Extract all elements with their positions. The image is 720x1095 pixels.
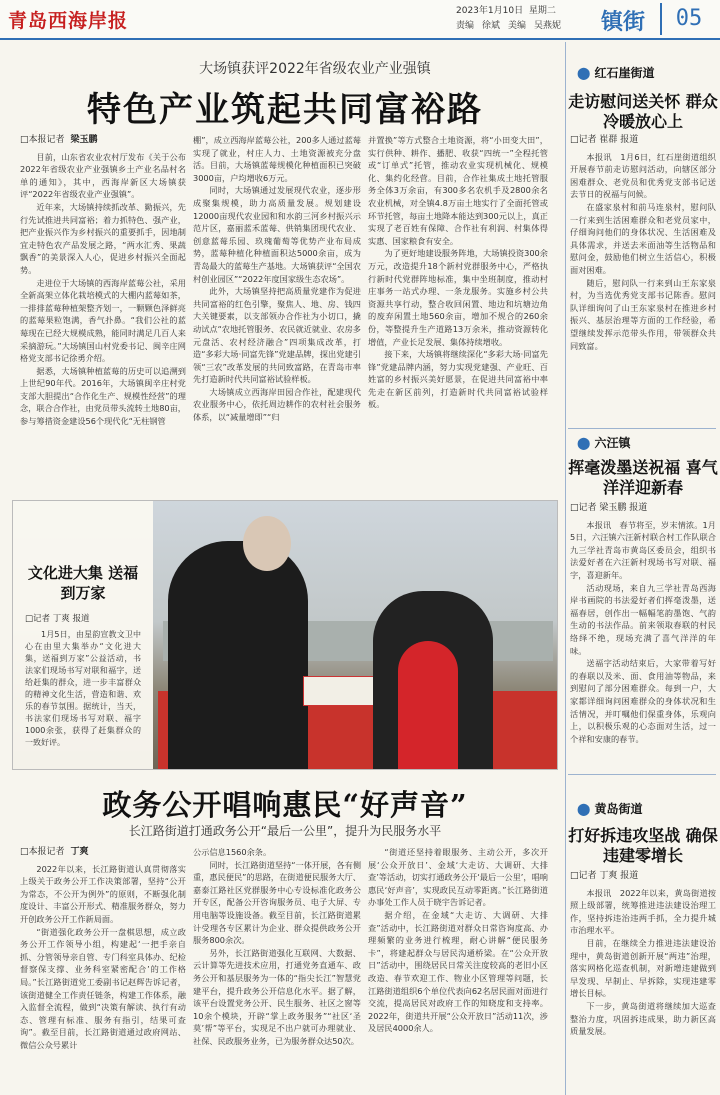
paragraph: 活动现场，来自九三学社青岛西海岸书画院的书法爱好者们挥毫泼墨，送福春居，创作出一幅幅笔韵墨饱、气韵生动的书法作品。前来领取春联的村民络绎不绝，现场充满了喜气洋洋的年味。 bbox=[570, 582, 716, 656]
byline-label: □本报记者 bbox=[20, 135, 65, 145]
calligrapher-figure bbox=[168, 541, 308, 770]
reporter-name: 梁玉鹏 bbox=[599, 503, 627, 513]
byline bbox=[25, 613, 141, 625]
newspaper-logo: 青岛西海岸报 bbox=[8, 10, 129, 32]
paragraph: 本报讯 2022年以来，黄岛街道按照上级部署，统筹推进违法建设治理工作，坚持拆违治违两手抓，全力提升城市治理水平。 bbox=[570, 887, 716, 936]
byline-label: □记者 bbox=[25, 614, 51, 624]
location-pin-icon: ⬤ bbox=[577, 802, 591, 816]
date: 2023年1月10日 bbox=[456, 6, 524, 16]
role-designer: 美编 bbox=[508, 21, 527, 31]
paragraph: 2022年以来，长江路街道认真贯彻落实上级关于政务公开工作决策部署，坚持“公开为常态，不公开为例外”的原则，不断强化制度设计、丰富公开形式、精准服务群众，努力开创政务公开工作新局面。 bbox=[20, 863, 186, 924]
designer-name: 吴燕妮 bbox=[534, 21, 562, 31]
location-pin-icon: ⬤ bbox=[577, 66, 591, 80]
paragraph: 目前，山东省农业农村厅发布《关于公布2022年省级农业产业强镇乡土产业名品村名单的通知》，其中，西海岸新区大场镇获评“2022年省级农业产业强镇”。 bbox=[20, 151, 186, 200]
paragraph: 走进位于大场镇的西海岸蓝莓公社，采用全新高架立体化栽培模式的大棚内蓝莓如茶，一排排蓝莓种植架整齐划一，一颗颗色泽鲜亮的蓝莓果粒饱满，香气扑鼻。“我们公社的蓝莓现在已经大规模成熟，能同时满足几百人来采摘游玩。”大场镇国山村党委书记、闽辛庄网格党支部书记徐勇介绍。 bbox=[20, 277, 186, 364]
paragraph: 近年来，大场镇持续抓改革、勤振兴，先行先试推进共同富裕；着力抓特色、强产业，把产业振兴作为乡村振兴的重要抓手，因地制宜走特色农产品发展之路，“两水汇秀、果蔬飘香”的美景深入人心，促进乡村振兴全面起势。 bbox=[20, 201, 186, 275]
lead-column-1 bbox=[20, 134, 186, 490]
photo-caption-panel bbox=[13, 501, 153, 770]
sidebar-story-3 bbox=[570, 870, 716, 1095]
page-number: 05 bbox=[660, 3, 716, 35]
sidebar-headline: 走访慰问送关怀 群众冷暖放心上 bbox=[568, 92, 718, 131]
paragraph: 本报讯 春节将至，岁末情浓。1月5日，六汪镇六汪新村联合村工作队联合九三学社青岛市黄岛区委员会，组织书法爱好者在六汪新村现场书写对联、福字，喜迎新年。 bbox=[570, 519, 716, 580]
paragraph: 随后，慰问队一行来到山王东家泉村，为当选优秀党支部书记陈香。慰问队详细询问了山王东家泉村在推进乡村振兴、基层治理等方面的工作经验，希望继续发挥示范带头作用，带领群众共同致富。 bbox=[570, 277, 716, 351]
divider bbox=[568, 774, 716, 775]
issue-meta bbox=[456, 4, 561, 34]
location-label bbox=[577, 64, 654, 81]
location-label bbox=[577, 434, 630, 451]
lead-column-3 bbox=[368, 134, 548, 490]
paragraph: 1月5日，由星韵宣教文卫中心在由里大集举办“文化进大集，送福到万家”公益活动，书法家们现场书写对联和福字，送给赶集的群众，进一步丰富群众的精神文化生活，营造和谐、欢乐的春节氛围。据统计，当天，书法家们现场书写对联、福字1000余张，获得了赶集群众的一致好评。 bbox=[25, 630, 141, 747]
story2-column-2 bbox=[193, 846, 361, 1095]
paragraph: 接下来，大场镇将继续深化“多彩大场·同富先锋”党建品牌内涵，努力实现党建强、产业旺、百姓富的乡村振兴美好愿景，在促进共同富裕中率先走在新区前列，打造新时代共同富裕试验样板。 bbox=[368, 349, 548, 410]
paragraph: 下一步，黄岛街道将继续加大巡查整治力度，巩固拆违成果，助力新区高质量发展。 bbox=[570, 1000, 716, 1037]
reporter-name: 丁爽 bbox=[70, 847, 89, 857]
location-pin-icon: ⬤ bbox=[577, 436, 591, 450]
byline-label: □记者 bbox=[570, 871, 597, 881]
location-name: 红石崖街道 bbox=[594, 66, 655, 80]
byline bbox=[570, 870, 716, 883]
masthead bbox=[0, 0, 720, 40]
location-label bbox=[577, 800, 642, 817]
byline bbox=[570, 502, 716, 515]
paragraph: “街道强化政务公开一盘棋思想，成立政务公开工作领导小组，构建起‘一把手亲自抓、分管领导亲自管、专门科室具体办、纪检督察保支撑、业务科室紧密配合’的工作格局。”长江路街道党工委副书记赵辉告诉记者，该街道健全工作责任链条，构建工作体系，融入监督全流程，做到“决策有解读、执行有动态、管理有标准、服务有指引，结果可查询”。截至目前，长江路街道通过政府网站、微信公众号累计 bbox=[20, 926, 186, 1050]
paragraph: 同时，长江路街道坚持“一体开展，各有侧重，惠民便民”的思路，在街道便民服务大厅、嘉泰江路社区党群服务中心专设标准化政务公开专区，配备公开咨询服务员、电子大屏、专用电脑等设施设备。截至目前，长江路街道累计受理各专区累计为企业、群众提供政务公开服务800余次。 bbox=[193, 859, 361, 946]
paragraph: 棚”，成立西海岸蓝莓公社，200多人通过蓝莓实现了就业，村庄人力、土地资源被充分盘活。目前，大场镇蓝莓规模化种植面积已突破3000亩，户均增收6万元。 bbox=[193, 135, 361, 183]
child-figure bbox=[398, 641, 458, 770]
byline bbox=[570, 134, 716, 147]
paragraph: 同时，大场镇通过发展现代农业，逐步形成聚集规模，助力高质量发展。规划建设12000亩现代农业园和和水韵三河乡村振兴示范片区，嘉丽蓝禾蓝莓、供销集团现代农业、创意蓝莓乐园、玖瑰葡萄等优势产业布局成势，蓝莓种植化种植面积达5000余亩，成为青岛最大的蓝莓生产基地。大场镇获评“全国农村创业园区”“2022年度国家级生态农场”。 bbox=[193, 185, 361, 284]
sidebar-story-1 bbox=[570, 134, 716, 426]
story2-column-1 bbox=[20, 846, 186, 1095]
reporter-role: 报道 bbox=[72, 614, 90, 624]
paragraph: 目前，在继续全力推进违法建设治理中，黄岛街道创新开展“两违”治理，落实网格化巡查机制，对新增违建做到早发现、早制止、早拆除，实现违建零增长目标。 bbox=[570, 937, 716, 999]
lead-headline: 特色产业筑起共同富裕路 bbox=[87, 90, 483, 130]
byline-label: □记者 bbox=[570, 503, 597, 513]
photo-story-title: 文化进大集 送福到万家 bbox=[27, 564, 139, 602]
byline-label: □记者 bbox=[570, 135, 597, 145]
paragraph: 公示信息1560余条。 bbox=[193, 847, 272, 857]
reporter-role: 报道 bbox=[629, 503, 648, 513]
paragraph: 据悉，大场镇种植蓝莓的历史可以追溯到上世纪90年代。2016年，大场镇闽辛庄村党支部大胆提出“合作化生产、规模性经营”的理念，联合合作社，由党员带头流转土地80亩，参与筹措资金建设56个现代化“无柱钢管 bbox=[20, 365, 186, 427]
lead-kicker: 大场镇获评2022年省级农业产业强镇 bbox=[199, 61, 431, 77]
location-name: 六汪镇 bbox=[594, 436, 631, 450]
reporter-name: 崔群 bbox=[599, 135, 618, 145]
sidebar-headline: 打好拆违攻坚战 确保违建零增长 bbox=[568, 826, 718, 865]
reporter-role: 报道 bbox=[620, 871, 639, 881]
byline bbox=[20, 134, 186, 147]
reporter-role: 报道 bbox=[620, 135, 639, 145]
story2-subheadline: 长江路街道打通政务公开“最后一公里”，提升为民服务水平 bbox=[128, 824, 442, 838]
reporter-name: 梁玉鹏 bbox=[70, 135, 98, 145]
lead-column-2 bbox=[193, 134, 361, 490]
story2-headline: 政务公开唱响惠民“好声音” bbox=[102, 788, 468, 822]
reporter-name: 丁爽 bbox=[599, 871, 618, 881]
issue-date bbox=[456, 4, 561, 19]
editor-name: 徐斌 bbox=[482, 21, 501, 31]
section-name: 镇街 bbox=[601, 10, 646, 35]
paragraph: 并置换”等方式整合土地资源，将“小田变大田”，实行供种、耕作、播肥、收获“四统一”全程托管或“订单式”托管，推动农业实现机械化、规模化、集约化经营。目前，合作社集成土地托管服务全体3万余亩，有300多名农机手及2800余名农业机械，对全镇4.8万亩土地实行了全面托管或环节托管，每亩土地降本能达到300元以上，真正实现了老百姓有保障、合作社有利润、村集体得实惠、国家粮食有安全。 bbox=[368, 135, 548, 246]
story2-column-3 bbox=[368, 846, 548, 1095]
paragraph: 大场镇成立西海岸田园合作社，配建现代农业服务中心，依托周边耕作的农村社会服务体系，以“减量增即”“归 bbox=[193, 386, 361, 423]
location-name: 黄岛街道 bbox=[594, 802, 643, 816]
paragraph: 此外，大场镇坚持把高质量党建作为促进共同富裕的红色引擎，聚焦人、地、房、钱四大关键要素，以支部领办合作社为小切口，撬动试点“农地托管服务、农民就近就业、农房多元盘活、农村经济融合”四项集成改革，打造“多彩大场·同富先锋”党建品牌，探出党建引领“三农”改革发展的共同致富路，在青岛市率先打造新时代共同富裕试验样板。 bbox=[193, 286, 361, 385]
paragraph: 在盛家泉村和前马连泉村，慰问队一行来到生活困难群众和老党员家中，仔细询问他们的身体状况、生活困难及具体需求，并送去米面油等生活物品和慰问金，鼓励他们树立生活信心，积极面对困难。 bbox=[570, 201, 716, 275]
calligrapher-head bbox=[243, 516, 291, 571]
divider bbox=[568, 428, 716, 429]
editor-credits bbox=[456, 19, 561, 34]
byline-label: □本报记者 bbox=[20, 847, 65, 857]
photo-story-body bbox=[25, 613, 141, 749]
weekday: 星期二 bbox=[528, 6, 556, 16]
paragraph: “街道还坚持着眼服务、主动公开，多次开展‘公众开放日’、金域‘大走访、大调研、大排查’等活动，切实打通政务公开‘最后一公里’，唱响惠民‘好声音’，实现政民互动零距离。”长江路街道办事处工作人员于晓宇告诉记者。 bbox=[368, 847, 548, 908]
byline bbox=[20, 846, 186, 859]
photo-feature bbox=[12, 500, 558, 770]
sidebar-story-2 bbox=[570, 502, 716, 770]
paragraph: 为了更好地建设服务阵地，大场镇投资300余万元，改造提升18个新村党群服务中心，严格执行新时代党群阵地标准，集中坐班制度，推动村庄事务一站式办理、一条龙服务。实施乡村公共资源共享行动，整合收回闲置、地边和坑塘边角的废弃闲置土地560余亩，增加不规合的260余份，等整提升生产道路13万余米，推动资源转化增值，产业长足发展、集体持续增收。 bbox=[368, 248, 548, 347]
paragraph: 本报讯 1月6日，红石崖街道组织开展春节前走访慰问活动，向辖区部分困难群众、老党员和优秀党支部书记送去节日的祝福与问候。 bbox=[570, 151, 716, 200]
sidebar-headline: 挥毫泼墨送祝福 喜气洋洋迎新春 bbox=[568, 458, 718, 497]
paragraph: 另外，长江路街道强化互联网、大数据、云计算等先进技术应用，打通党务直通车、政务公开和基层服务为一体的“指尖长江”智慧党建平台，提升政务公开信息化水平。据了解，该平台设置党务公开、民生服务、社区之窗等10余个模块，开辟“掌上政务服务”“社区‘圣莫’帮”等平台，实现足不出户就可办理就业、社保、民政服务业务，已为服务群众达50次。 bbox=[193, 947, 361, 1046]
paragraph: 送福字活动结束后，大家带着写好的春联以及米、面、食用油等物品，来到慰问了部分困难群众。每到一户，大家都详细询问困难群众的身体状况和生活情况，并叮嘱他们保重身体，乐观向上，以积极乐观的心态面对生活，过一个祥和安康的春节。 bbox=[570, 658, 716, 744]
role-editor: 责编 bbox=[456, 21, 475, 31]
paragraph: 据介绍，在金域“大走访、大调研、大排查”活动中，长江路街道对群众日常咨询度高、办理频繁的业务进行梳理，耐心讲解“便民服务卡”，将建起群众与居民沟通桥梁。在“公众开放日”活动中，围绕居民日常关注度较高的老旧小区改造、春节欢迎工作、物业小区管理等问题，长江路街道组织6个单位代表向62名居民面对面进行交流，提高居民对政府工作的知晓度和支持率。2022年，街道共开展“公众开放日”活动11次，涉及居民4000余人。 bbox=[368, 909, 548, 1034]
reporter-name: 丁爽 bbox=[52, 614, 70, 624]
